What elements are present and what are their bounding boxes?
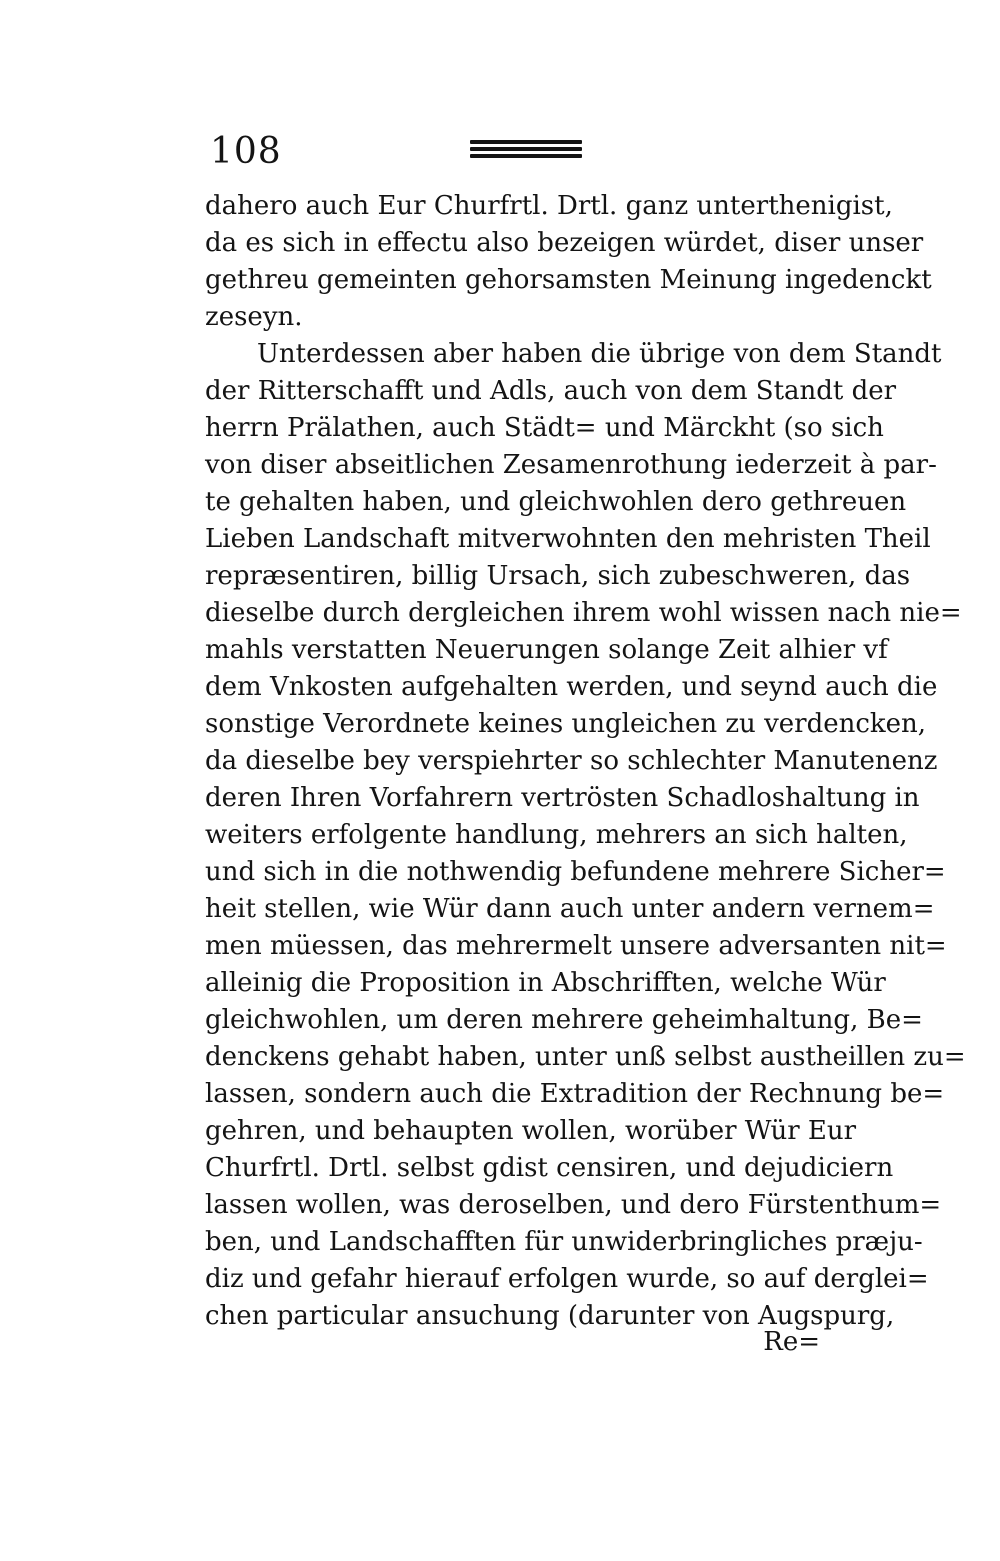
text-line: Lieben Landschaft mitverwohnten den mehristen Theil (205, 524, 931, 554)
text-line: lassen wollen, was deroselben, und dero Fürstenthum= (205, 1190, 942, 1220)
text-line: chen particular ansuchung (darunter von Augspurg, (205, 1301, 895, 1331)
text-line: heit stellen, wie Wür dann auch unter andern vernem= (205, 894, 935, 924)
text-line: zeseyn. (205, 302, 303, 332)
ornament-rule-line (470, 147, 582, 151)
text-line: repræsentiren, billig Ursach, sich zubeschweren, das (205, 561, 911, 591)
text-line: herrn Prälathen, auch Städt= und Märckht (so sich (205, 413, 884, 443)
text-line: men müessen, das mehrermelt unsere adversanten nit= (205, 931, 947, 961)
text-line: der Ritterschafft und Adls, auch von dem Standt der (205, 376, 897, 406)
text-line: Churfrtl. Drtl. selbst gdist censiren, und dejudiciern (205, 1153, 894, 1183)
text-line: gehren, und behaupten wollen, worüber Wür Eur (205, 1116, 857, 1146)
text-line: da es sich in effectu also bezeigen würdet, diser unser (205, 228, 924, 258)
page-header (210, 128, 590, 176)
text-line: lassen, sondern auch die Extradition der Rechnung be= (205, 1079, 945, 1109)
catchword: Re= (763, 1327, 820, 1357)
page-number: 108 (210, 131, 282, 172)
text-line: dem Vnkosten aufgehalten werden, und seynd auch die (205, 672, 938, 702)
text-line: mahls verstatten Neuerungen solange Zeit alhier vf (205, 635, 888, 665)
text-line: deren Ihren Vorfahrern vertrösten Schadloshaltung in (205, 783, 920, 813)
text-line: Unterdessen aber haben die übrige von dem Standt (257, 339, 942, 369)
text-line: von diser abseitlichen Zesamenrothung iederzeit à par- (205, 450, 937, 480)
header-ornament-rule (470, 140, 582, 162)
body-text (205, 188, 966, 1335)
text-line: dieselbe durch dergleichen ihrem wohl wissen nach nie= (205, 598, 962, 628)
text-line: weiters erfolgente handlung, mehrers an sich halten, (205, 820, 908, 850)
text-line: da dieselbe bey verspiehrter so schlechter Manutenenz (205, 746, 938, 776)
text-line: sonstige Verordnete keines ungleichen zu verdencken, (205, 709, 927, 739)
text-line: und sich in die nothwendig befundene mehrere Sicher= (205, 857, 946, 887)
text-line: gleichwohlen, um deren mehrere geheimhaltung, Be= (205, 1005, 923, 1035)
ornament-rule-line (470, 154, 582, 158)
ornament-rule-line (470, 140, 582, 144)
text-line: denckens gehabt haben, unter unß selbst austheillen zu= (205, 1042, 966, 1072)
text-line: alleinig die Proposition in Abschrifften, welche Wür (205, 968, 886, 998)
text-line: diz und gefahr hierauf erfolgen wurde, so auf derglei= (205, 1264, 929, 1294)
text-line: gethreu gemeinten gehorsamsten Meinung ingedenckt (205, 265, 932, 295)
text-line: dahero auch Eur Churfrtl. Drtl. ganz unterthenigist, (205, 191, 893, 221)
text-line: te gehalten haben, und gleichwohlen dero gethreuen (205, 487, 907, 517)
text-line: ben, und Landschafften für unwiderbringliches præju- (205, 1227, 923, 1257)
